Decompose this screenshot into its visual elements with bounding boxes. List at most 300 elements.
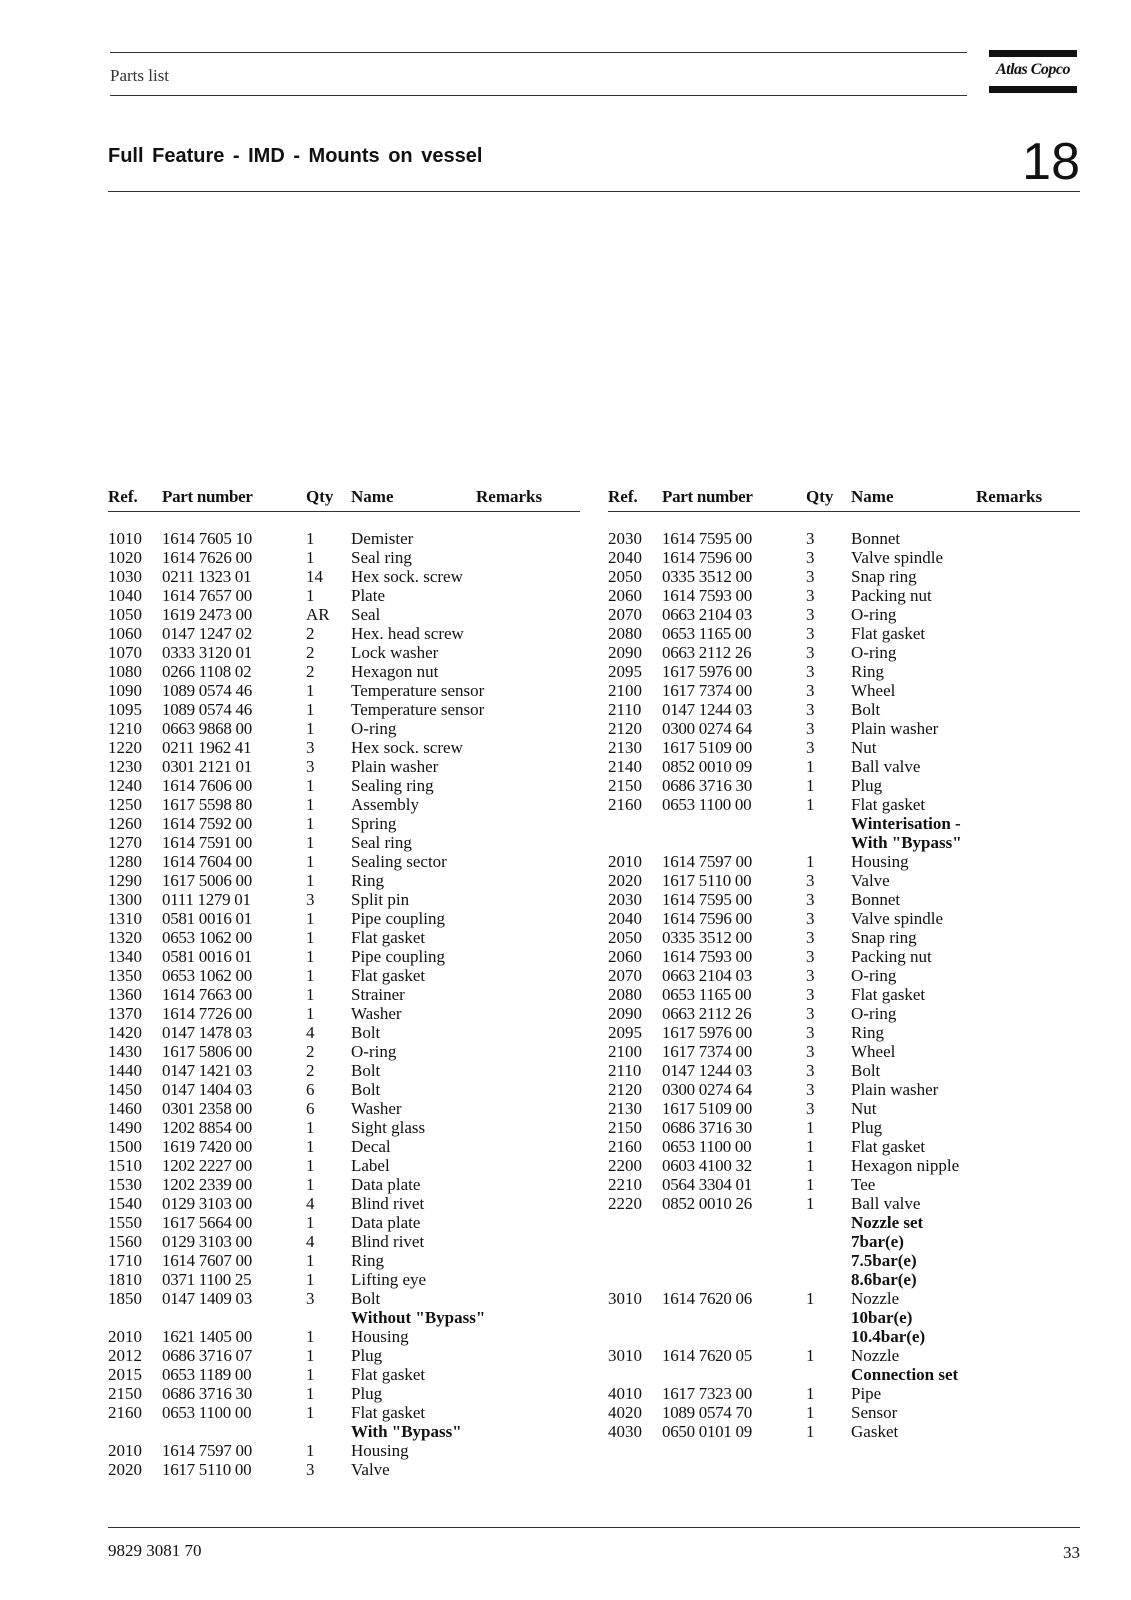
table-row (608, 548, 1080, 567)
cell-name: O-ring (851, 643, 897, 662)
cell-name: Demister (351, 529, 414, 548)
header-rule (108, 511, 580, 512)
table-row (608, 852, 1080, 871)
cell-name: With "Bypass" (351, 1422, 462, 1441)
cell-ref: 1540 (108, 1194, 142, 1213)
table-row (608, 529, 1080, 548)
cell-qty: 1 (306, 1270, 315, 1289)
cell-part-number: 1617 5976 00 (662, 662, 752, 681)
table-row (608, 1099, 1080, 1118)
cell-ref: 2160 (108, 1403, 142, 1422)
cell-part-number: 1614 7595 00 (662, 529, 752, 548)
table-row (608, 966, 1080, 985)
cell-qty: 3 (806, 738, 815, 757)
table-row (608, 890, 1080, 909)
cell-ref: 2150 (108, 1384, 142, 1403)
cell-ref: 1300 (108, 890, 142, 909)
cell-ref: 1340 (108, 947, 142, 966)
cell-ref: 1220 (108, 738, 142, 757)
logo-bar-bottom (989, 86, 1077, 93)
table-row (108, 947, 580, 966)
cell-part-number: 0663 2112 26 (662, 643, 752, 662)
cell-part-number: 1614 7726 00 (162, 1004, 252, 1023)
cell-name: Plug (851, 1118, 883, 1137)
cell-part-number: 1619 2473 00 (162, 605, 252, 624)
table-row (108, 1384, 580, 1403)
cell-part-number: 0147 1244 03 (662, 1061, 752, 1080)
header-top-rule (110, 52, 967, 53)
cell-name: Flat gasket (351, 928, 426, 947)
table-row (608, 567, 1080, 586)
cell-qty: 1 (306, 1403, 315, 1422)
table-row (608, 985, 1080, 1004)
cell-name: Plug (351, 1346, 383, 1365)
cell-name: Flat gasket (351, 1403, 426, 1422)
table-row (108, 548, 580, 567)
cell-qty: 3 (806, 586, 815, 605)
table-row (608, 947, 1080, 966)
header-ref: Ref. (608, 487, 638, 506)
cell-ref: 2110 (608, 700, 642, 719)
cell-ref: 1050 (108, 605, 142, 624)
table-row (108, 795, 580, 814)
table-row (108, 890, 580, 909)
cell-qty: 1 (306, 1327, 315, 1346)
cell-name: Flat gasket (851, 795, 926, 814)
cell-name: Sealing ring (351, 776, 434, 795)
cell-name: Flat gasket (851, 985, 926, 1004)
cell-qty: AR (306, 605, 330, 624)
cell-name: Bolt (351, 1289, 381, 1308)
cell-name: Nut (851, 738, 877, 757)
cell-name: Spring (351, 814, 397, 833)
cell-qty: 1 (806, 1118, 815, 1137)
group-heading-row (608, 1232, 1080, 1251)
cell-qty: 3 (806, 1080, 815, 1099)
cell-part-number: 0211 1962 41 (162, 738, 252, 757)
cell-qty: 1 (306, 852, 315, 871)
table-row (108, 700, 580, 719)
table-row (108, 1403, 580, 1422)
table-row (608, 586, 1080, 605)
cell-name: Hex. head screw (351, 624, 464, 643)
cell-ref: 1090 (108, 681, 142, 700)
cell-ref: 2100 (608, 1042, 642, 1061)
table-row (608, 757, 1080, 776)
table-row (108, 1099, 580, 1118)
cell-qty: 1 (306, 1118, 315, 1137)
cell-name: Bolt (351, 1023, 381, 1042)
table-row (608, 643, 1080, 662)
cell-part-number: 0301 2358 00 (162, 1099, 252, 1118)
cell-name: Ring (851, 1023, 885, 1042)
cell-qty: 1 (306, 1346, 315, 1365)
table-row (608, 624, 1080, 643)
cell-qty: 3 (306, 738, 315, 757)
cell-ref: 2120 (608, 1080, 642, 1099)
table-row (108, 662, 580, 681)
table-row (108, 1365, 580, 1384)
cell-name: Hexagon nut (351, 662, 439, 681)
cell-ref: 2090 (608, 1004, 642, 1023)
cell-name: Data plate (351, 1175, 421, 1194)
cell-name: Lock washer (351, 643, 439, 662)
cell-ref: 1240 (108, 776, 142, 795)
cell-part-number: 1614 7592 00 (162, 814, 252, 833)
cell-qty: 3 (806, 1061, 815, 1080)
cell-part-number: 0147 1404 03 (162, 1080, 252, 1099)
cell-name: Seal (351, 605, 381, 624)
table-row (608, 1194, 1080, 1213)
cell-name: Plug (351, 1384, 383, 1403)
table-row (608, 928, 1080, 947)
table-row (108, 719, 580, 738)
cell-part-number: 1617 7374 00 (662, 681, 752, 700)
cell-qty: 6 (306, 1099, 315, 1118)
header-part-number: Part number (662, 487, 753, 506)
table-row (108, 1251, 580, 1270)
cell-name: 10.4bar(e) (851, 1327, 926, 1346)
cell-part-number: 1617 5109 00 (662, 1099, 752, 1118)
cell-part-number: 1617 5598 80 (162, 795, 252, 814)
group-heading-row (608, 1251, 1080, 1270)
table-row (608, 662, 1080, 681)
cell-part-number: 0686 3716 30 (162, 1384, 252, 1403)
cell-part-number: 1617 5110 00 (162, 1460, 252, 1479)
table-row (108, 1346, 580, 1365)
group-heading-row (608, 1327, 1080, 1346)
cell-name: Hexagon nipple (851, 1156, 960, 1175)
cell-name: Valve (851, 871, 890, 890)
cell-part-number: 1089 0574 70 (662, 1403, 752, 1422)
table-row (108, 1118, 580, 1137)
group-heading-row (608, 1365, 1080, 1384)
table-row (108, 871, 580, 890)
cell-name: Nut (851, 1099, 877, 1118)
cell-ref: 1290 (108, 871, 142, 890)
table-row (108, 852, 580, 871)
group-heading-row (608, 814, 1080, 833)
cell-qty: 3 (806, 624, 815, 643)
cell-part-number: 0300 0274 64 (662, 1080, 752, 1099)
cell-name: Wheel (851, 681, 896, 700)
cell-ref: 1530 (108, 1175, 142, 1194)
cell-qty: 3 (806, 1004, 815, 1023)
cell-name: Decal (351, 1137, 391, 1156)
cell-part-number: 0111 1279 01 (162, 890, 251, 909)
cell-qty: 3 (806, 1099, 815, 1118)
cell-qty: 1 (306, 928, 315, 947)
cell-name: Winterisation - (851, 814, 961, 833)
cell-qty: 1 (806, 852, 815, 871)
table-row (608, 1175, 1080, 1194)
cell-name: Ball valve (851, 757, 921, 776)
cell-part-number: 1614 7593 00 (662, 586, 752, 605)
cell-qty: 1 (306, 1251, 315, 1270)
cell-ref: 1270 (108, 833, 142, 852)
cell-name: 8.6bar(e) (851, 1270, 917, 1289)
cell-name: With "Bypass" (851, 833, 962, 852)
cell-name: Ball valve (851, 1194, 921, 1213)
cell-qty: 1 (306, 1384, 315, 1403)
table-row (108, 928, 580, 947)
cell-qty: 1 (306, 586, 315, 605)
header-remarks: Remarks (976, 487, 1043, 506)
table-row (108, 681, 580, 700)
cell-part-number: 0686 3716 07 (162, 1346, 252, 1365)
cell-part-number: 0653 1165 00 (662, 985, 752, 1004)
cell-part-number: 1614 7606 00 (162, 776, 252, 795)
cell-ref: 2130 (608, 1099, 642, 1118)
cell-ref: 1095 (108, 700, 142, 719)
cell-part-number: 1614 7657 00 (162, 586, 252, 605)
page-number: 33 (1063, 1543, 1080, 1562)
cell-ref: 1230 (108, 757, 142, 776)
cell-name: Flat gasket (851, 1137, 926, 1156)
cell-ref: 2030 (608, 529, 642, 548)
cell-name: Bolt (351, 1080, 381, 1099)
cell-part-number: 0663 2104 03 (662, 966, 752, 985)
cell-name: Without "Bypass" (351, 1308, 486, 1327)
table-row (108, 1289, 580, 1308)
cell-ref: 2160 (608, 795, 642, 814)
cell-qty: 2 (306, 1061, 315, 1080)
cell-part-number: 1614 7604 00 (162, 852, 252, 871)
table-row (108, 1270, 580, 1289)
table-row (108, 1137, 580, 1156)
header-name: Name (851, 487, 894, 506)
header-rule (608, 511, 1080, 512)
cell-name: Plain washer (351, 757, 439, 776)
cell-part-number: 0653 1100 00 (662, 795, 752, 814)
cell-qty: 1 (806, 1384, 815, 1403)
cell-name: Tee (851, 1175, 876, 1194)
table-row (608, 1004, 1080, 1023)
section-rule (108, 191, 1080, 192)
cell-part-number: 1614 7626 00 (162, 548, 252, 567)
cell-qty: 3 (306, 890, 315, 909)
table-row (608, 700, 1080, 719)
cell-ref: 1440 (108, 1061, 142, 1080)
cell-qty: 1 (306, 681, 315, 700)
cell-qty: 3 (806, 719, 815, 738)
cell-name: Hex sock. screw (351, 567, 463, 586)
cell-ref: 1040 (108, 586, 142, 605)
cell-name: Ring (851, 662, 885, 681)
cell-part-number: 0653 1165 00 (662, 624, 752, 643)
table-row (108, 1327, 580, 1346)
cell-name: Sight glass (351, 1118, 426, 1137)
table-row (608, 1137, 1080, 1156)
cell-name: Packing nut (851, 947, 932, 966)
cell-ref: 2080 (608, 624, 642, 643)
cell-ref: 2050 (608, 567, 642, 586)
cell-part-number: 1089 0574 46 (162, 681, 252, 700)
cell-ref: 2090 (608, 643, 642, 662)
cell-part-number: 1617 5110 00 (662, 871, 752, 890)
table-row (108, 1042, 580, 1061)
document-number: 9829 3081 70 (108, 1541, 202, 1560)
cell-part-number: 0581 0016 01 (162, 909, 252, 928)
table-header (608, 487, 1080, 513)
section-number: 18 (1022, 133, 1080, 191)
table-row (608, 1422, 1080, 1441)
group-heading-row (608, 1270, 1080, 1289)
cell-qty: 2 (306, 643, 315, 662)
table-row (108, 586, 580, 605)
cell-part-number: 1614 7595 00 (662, 890, 752, 909)
cell-ref: 2160 (608, 1137, 642, 1156)
cell-ref: 2120 (608, 719, 642, 738)
cell-qty: 3 (306, 757, 315, 776)
cell-name: Gasket (851, 1422, 899, 1441)
cell-ref: 1510 (108, 1156, 142, 1175)
cell-ref: 1360 (108, 985, 142, 1004)
cell-ref: 1460 (108, 1099, 142, 1118)
cell-qty: 1 (306, 1213, 315, 1232)
cell-ref: 1080 (108, 662, 142, 681)
cell-ref: 2100 (608, 681, 642, 700)
cell-name: Nozzle (851, 1346, 900, 1365)
table-row (608, 1384, 1080, 1403)
cell-name: Washer (351, 1004, 402, 1023)
cell-qty: 3 (806, 529, 815, 548)
cell-ref: 4020 (608, 1403, 642, 1422)
cell-ref: 2060 (608, 586, 642, 605)
cell-ref: 2070 (608, 966, 642, 985)
table-row (108, 1156, 580, 1175)
cell-qty: 3 (806, 643, 815, 662)
cell-part-number: 1614 7663 00 (162, 985, 252, 1004)
cell-qty: 1 (306, 719, 315, 738)
cell-name: Plain washer (851, 1080, 939, 1099)
group-heading-row (108, 1422, 580, 1441)
cell-part-number: 0147 1478 03 (162, 1023, 252, 1042)
cell-name: Packing nut (851, 586, 932, 605)
cell-qty: 3 (806, 890, 815, 909)
table-row (608, 871, 1080, 890)
cell-name: Snap ring (851, 928, 917, 947)
group-heading-row (608, 1213, 1080, 1232)
cell-qty: 1 (806, 795, 815, 814)
cell-part-number: 0663 9868 00 (162, 719, 252, 738)
cell-qty: 1 (806, 1156, 815, 1175)
cell-part-number: 1617 7374 00 (662, 1042, 752, 1061)
cell-ref: 2210 (608, 1175, 642, 1194)
header-remarks: Remarks (476, 487, 543, 506)
cell-part-number: 0147 1244 03 (662, 700, 752, 719)
cell-qty: 1 (806, 1346, 815, 1365)
cell-qty: 3 (806, 567, 815, 586)
cell-ref: 1550 (108, 1213, 142, 1232)
header-label: Parts list (110, 66, 170, 85)
cell-ref: 1430 (108, 1042, 142, 1061)
cell-name: Housing (351, 1441, 409, 1460)
cell-ref: 2150 (608, 776, 642, 795)
section-title: Full Feature - IMD - Mounts on vessel (108, 145, 483, 167)
parts-table-left (108, 487, 580, 1479)
cell-part-number: 1614 7591 00 (162, 833, 252, 852)
cell-name: Seal ring (351, 548, 412, 567)
cell-qty: 3 (806, 1023, 815, 1042)
cell-part-number: 1202 2339 00 (162, 1175, 252, 1194)
header-part-number: Part number (162, 487, 253, 506)
cell-part-number: 0129 3103 00 (162, 1232, 252, 1251)
table-row (608, 1061, 1080, 1080)
atlas-copco-logo (989, 50, 1077, 93)
cell-qty: 1 (806, 1289, 815, 1308)
cell-part-number: 0686 3716 30 (662, 1118, 752, 1137)
cell-part-number: 1202 8854 00 (162, 1118, 252, 1137)
cell-qty: 1 (806, 776, 815, 795)
cell-ref: 2060 (608, 947, 642, 966)
table-row (608, 605, 1080, 624)
cell-name: Temperature sensor (351, 700, 485, 719)
header-bottom-rule (110, 95, 967, 96)
cell-part-number: 0129 3103 00 (162, 1194, 252, 1213)
cell-ref: 1260 (108, 814, 142, 833)
header-qty: Qty (806, 487, 834, 506)
cell-name: Label (351, 1156, 390, 1175)
cell-part-number: 0147 1409 03 (162, 1289, 252, 1308)
cell-ref: 1560 (108, 1232, 142, 1251)
cell-part-number: 0564 3304 01 (662, 1175, 752, 1194)
cell-qty: 3 (806, 548, 815, 567)
cell-ref: 4010 (608, 1384, 642, 1403)
cell-qty: 3 (806, 662, 815, 681)
table-row (108, 757, 580, 776)
cell-part-number: 1617 5664 00 (162, 1213, 252, 1232)
cell-qty: 1 (306, 776, 315, 795)
cell-ref: 1350 (108, 966, 142, 985)
cell-ref: 1810 (108, 1270, 142, 1289)
cell-qty: 4 (306, 1023, 315, 1042)
cell-name: Valve spindle (851, 548, 944, 567)
group-heading-row (108, 1308, 580, 1327)
cell-ref: 2200 (608, 1156, 642, 1175)
cell-name: Valve (351, 1460, 390, 1479)
cell-ref: 1070 (108, 643, 142, 662)
cell-name: Bolt (851, 700, 881, 719)
cell-name: O-ring (851, 1004, 897, 1023)
cell-qty: 3 (806, 985, 815, 1004)
cell-name: 7bar(e) (851, 1232, 904, 1251)
cell-name: Blind rivet (351, 1194, 425, 1213)
cell-qty: 1 (306, 909, 315, 928)
cell-qty: 1 (306, 1004, 315, 1023)
cell-qty: 1 (806, 1422, 815, 1441)
cell-part-number: 1089 0574 46 (162, 700, 252, 719)
cell-qty: 1 (306, 947, 315, 966)
cell-part-number: 0653 1100 00 (162, 1403, 252, 1422)
cell-ref: 2010 (608, 852, 642, 871)
cell-name: Bolt (851, 1061, 881, 1080)
cell-qty: 1 (306, 795, 315, 814)
cell-ref: 2010 (108, 1441, 142, 1460)
table-row (108, 833, 580, 852)
cell-name: Flat gasket (851, 624, 926, 643)
table-row (608, 1403, 1080, 1422)
group-heading-row (608, 833, 1080, 852)
cell-qty: 1 (306, 833, 315, 852)
cell-name: Pipe coupling (351, 909, 445, 928)
cell-name: Seal ring (351, 833, 412, 852)
cell-name: Connection set (851, 1365, 959, 1384)
cell-ref: 1320 (108, 928, 142, 947)
cell-qty: 4 (306, 1232, 315, 1251)
cell-name: Housing (851, 852, 909, 871)
cell-name: Bolt (351, 1061, 381, 1080)
